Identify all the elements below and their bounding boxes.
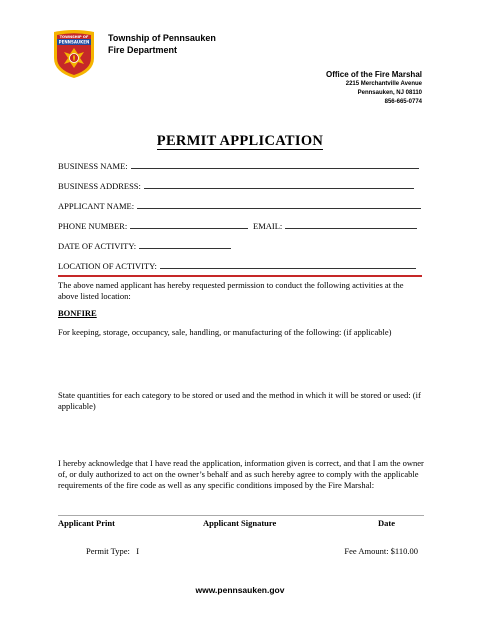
fee-amount: Fee Amount: $110.00 — [344, 546, 418, 556]
business-name-label: BUSINESS NAME: — [58, 161, 128, 171]
applicant-name-input[interactable] — [137, 200, 421, 209]
quantities-paragraph: State quantities for each category to be stored or used and the method in which it will be stored or used: (if applicable) — [58, 390, 421, 411]
business-address-field — [58, 180, 414, 191]
org-line-1: Township of Pennsauken — [108, 33, 216, 43]
organization-name — [108, 32, 216, 56]
business-address-label: BUSINESS ADDRESS: — [58, 181, 141, 191]
office-phone: 856-665-0774 — [384, 99, 422, 105]
date-of-activity-label: DATE OF ACTIVITY: — [58, 241, 137, 251]
phone-number-field — [58, 220, 248, 231]
office-title: Office of the Fire Marshal — [325, 70, 422, 79]
location-of-activity-label: LOCATION OF ACTIVITY: — [58, 261, 157, 271]
business-name-input[interactable] — [131, 160, 419, 169]
email-label: EMAIL: — [253, 221, 283, 231]
location-of-activity-field — [58, 260, 416, 271]
phone-number-input[interactable] — [130, 220, 248, 229]
address-line-2: Pennsauken, NJ 08110 — [357, 90, 422, 96]
website-link[interactable]: www.pennsauken.gov — [195, 585, 285, 595]
business-address-input[interactable] — [144, 180, 414, 189]
permit-type: Permit Type: I — [86, 546, 140, 556]
org-line-2: Fire Department — [108, 45, 178, 55]
page-title: PERMIT APPLICATION — [156, 133, 324, 149]
signature-line[interactable] — [58, 515, 424, 516]
intro-paragraph: The above named applicant has hereby requested permission to conduct the following activities at the above listed location: — [58, 280, 404, 301]
phone-number-label: PHONE NUMBER: — [58, 221, 128, 231]
date-of-activity-input[interactable] — [139, 240, 231, 249]
applicant-name-label: APPLICANT NAME: — [58, 201, 135, 211]
location-of-activity-input[interactable] — [160, 260, 416, 269]
business-name-field — [58, 160, 419, 171]
email-input[interactable] — [285, 220, 417, 229]
fire-department-badge-icon — [48, 28, 100, 80]
office-block — [326, 70, 422, 107]
section-divider — [58, 275, 422, 277]
date-label: Date — [378, 518, 395, 528]
logo-name-text: PENNSAUKEN — [58, 39, 90, 45]
activity-heading: BONFIRE — [58, 308, 97, 318]
keeping-paragraph: For keeping, storage, occupancy, sale, handling, or manufacturing of the following: (if applicable) — [58, 327, 392, 337]
applicant-signature-label: Applicant Signature — [203, 518, 277, 528]
applicant-name-field — [58, 200, 421, 211]
email-field — [253, 220, 417, 231]
logo-banner-text: TOWNSHIP OF — [59, 34, 89, 39]
address-line-1: 2215 Merchantville Avenue — [345, 81, 422, 87]
acknowledge-paragraph: I hereby acknowledge that I have read the application, information given is correct, and that I am the owner of, or duly authorized to act on the owner’s behalf and as such hereby agree to comply with the applicable requirements of the fire code as well as any specific conditions imposed by the Fire Marshal: — [58, 458, 424, 490]
applicant-print-label: Applicant Print — [58, 518, 115, 528]
date-of-activity-field — [58, 240, 231, 251]
